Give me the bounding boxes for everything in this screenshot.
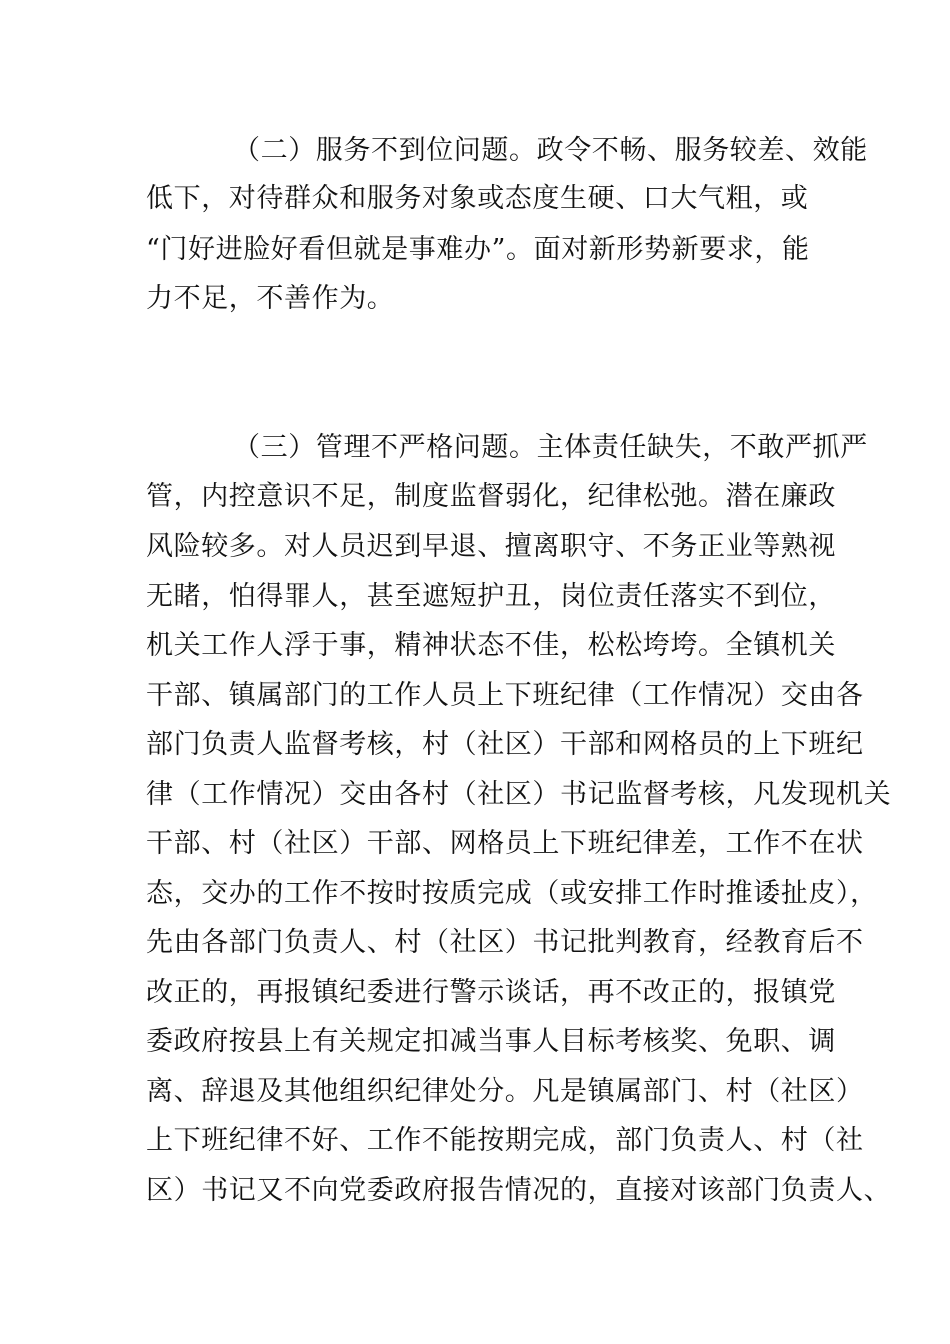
text-line: （三）管理不严格问题。主体责任缺失，不敢严抓严: [233, 432, 868, 463]
text-line: 区）书记又不向党委政府报告情况的，直接对该部门负责人、: [146, 1175, 892, 1206]
text-line: “门好进脸好看但就是事难办”。面对新形势新要求，能: [146, 234, 810, 265]
text-line: 风险较多。对人员迟到早退、擅离职守、不务正业等熟视: [146, 531, 836, 562]
text-line: 干部、镇属部门的工作人员上下班纪律（工作情况）交由各: [146, 680, 864, 711]
text-line: 部门负责人监督考核，村（社区）干部和网格员的上下班纪: [146, 729, 864, 760]
text-line: 机关工作人浮于事，精神状态不佳，松松垮垮。全镇机关: [146, 630, 836, 661]
text-line: （二）服务不到位问题。政令不畅、服务较差、效能: [233, 135, 868, 166]
text-line: 委政府按县上有关规定扣减当事人目标考核奖、免职、调: [146, 1026, 836, 1057]
text-line: 力不足，不善作为。: [146, 283, 395, 314]
text-line: 先由各部门负责人、村（社区）书记批判教育，经教育后不: [146, 927, 864, 958]
text-line: 低下，对待群众和服务对象或态度生硬、口大气粗，或: [146, 183, 809, 214]
text-line: 律（工作情况）交由各村（社区）书记监督考核，凡发现机关: [146, 779, 892, 810]
text-line: 无睹，怕得罪人，甚至遮短护丑，岗位责任落实不到位，: [146, 581, 836, 612]
text-line: 上下班纪律不好、工作不能按期完成，部门负责人、村（社: [146, 1125, 864, 1156]
text-line: 干部、村（社区）干部、网格员上下班纪律差，工作不在状: [146, 828, 864, 859]
text-line: 态，交办的工作不按时按质完成（或安排工作时推诿扯皮），: [146, 878, 878, 909]
text-line: 离、辞退及其他组织纪律处分。凡是镇属部门、村（社区）: [146, 1076, 864, 1107]
text-line: 管，内控意识不足，制度监督弱化，纪律松弛。潜在廉政: [146, 481, 836, 512]
text-line: 改正的，再报镇纪委进行警示谈话，再不改正的，报镇党: [146, 977, 836, 1008]
